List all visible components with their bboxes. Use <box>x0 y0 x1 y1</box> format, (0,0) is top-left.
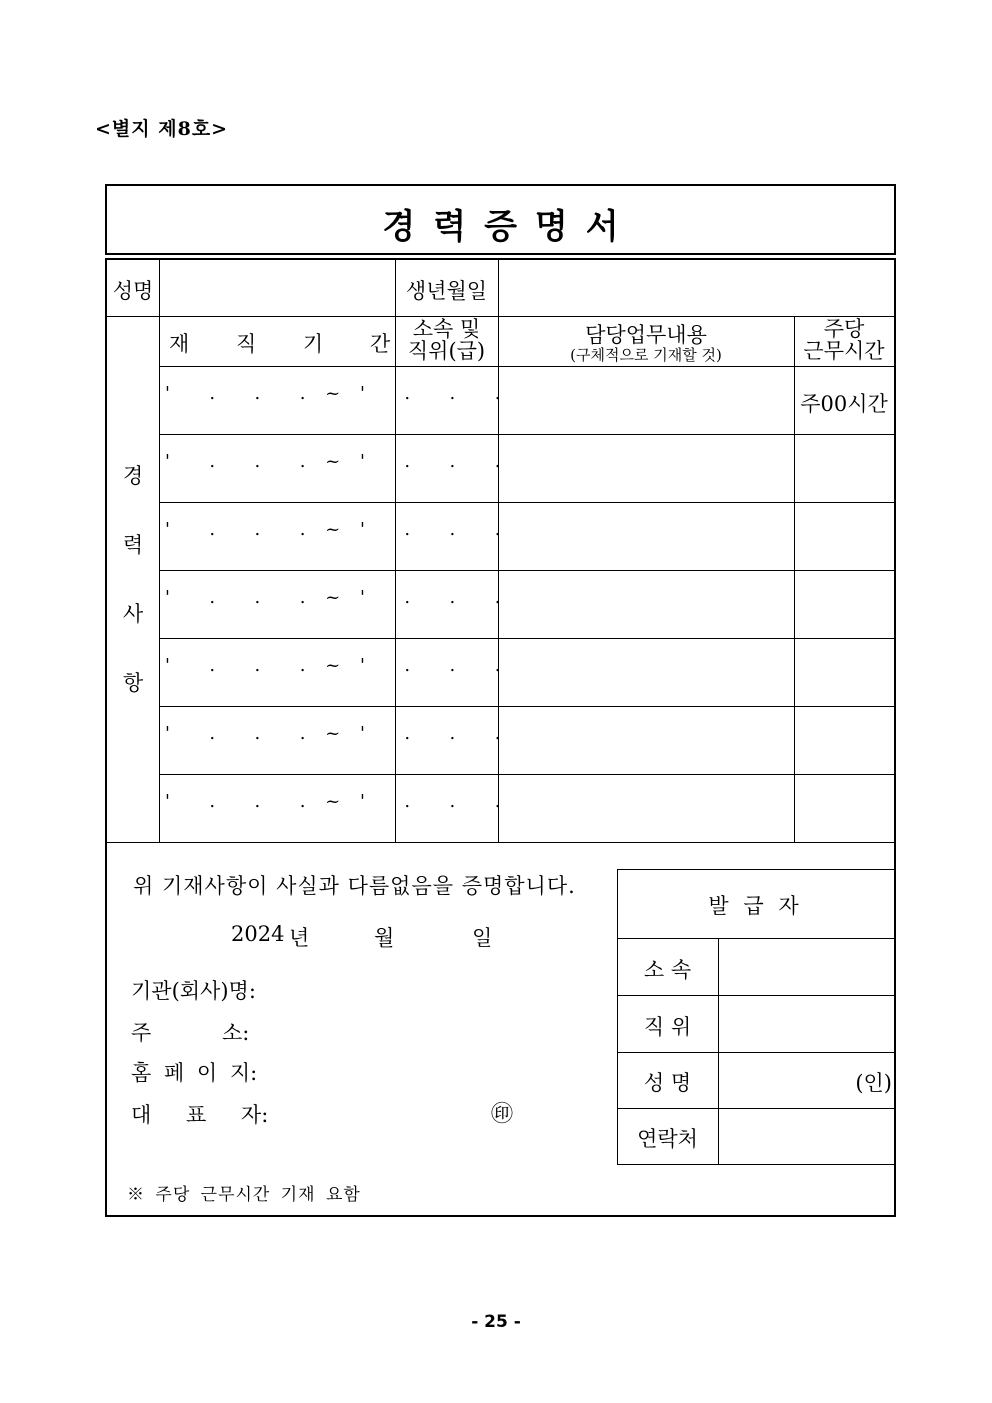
issuer-position-label: 직 위 <box>643 1015 692 1039</box>
year-unit: 년 <box>289 926 310 950</box>
issuer-contact-label: 연락처 <box>637 1127 698 1151</box>
period-cell[interactable]: ' . . . ~ ' . . . <box>165 383 501 404</box>
career-label-2: 력 <box>122 533 144 557</box>
issuer-box <box>617 869 894 1165</box>
period-cell[interactable]: ' . . . ~ ' . . . <box>165 587 501 608</box>
issuer-name-label: 성 명 <box>643 1071 692 1095</box>
period-cell[interactable]: ' . . . ~ ' . . . <box>165 723 501 744</box>
month-unit: 월 <box>374 926 395 950</box>
address-label: 주 소: <box>131 1021 250 1045</box>
issuer-affiliation-label: 소 속 <box>643 958 692 982</box>
issuer-seal-text: (인) <box>855 1071 892 1095</box>
period-header: 재 직 기 간 <box>169 332 393 356</box>
name-field[interactable] <box>160 260 395 316</box>
hours-header-line2: 근무시간 <box>803 339 885 363</box>
period-cell[interactable]: ' . . . ~ ' . . . <box>165 791 501 812</box>
representative-label: 대 표 자: <box>131 1103 269 1127</box>
seal-mark: ㊞ <box>491 1102 514 1127</box>
annex-label: <별지 제8호> <box>95 118 229 140</box>
birth-date-field[interactable] <box>499 260 894 316</box>
document-title: 경력증명서 <box>382 207 637 247</box>
page-number: - 25 - <box>471 1312 521 1332</box>
career-form-table <box>105 258 896 1217</box>
period-cell[interactable]: ' . . . ~ ' . . . <box>165 655 501 676</box>
issue-year: 2024 <box>231 922 285 946</box>
career-label-1: 경 <box>122 464 144 488</box>
hours-cell[interactable]: 주00시간 <box>800 392 888 416</box>
certify-statement: 위 기재사항이 사실과 다름없음을 증명합니다. <box>133 874 576 898</box>
duties-header: 담당업무내용 <box>585 323 707 347</box>
career-label-4: 항 <box>122 671 144 695</box>
hours-header-line1: 주당 <box>823 317 865 341</box>
career-label-3: 사 <box>122 602 144 626</box>
period-cell[interactable]: ' . . . ~ ' . . . <box>165 451 501 472</box>
title-box <box>105 184 896 255</box>
affiliation-header-line2: 직위(급) <box>407 339 486 363</box>
birth-date-label: 생년월일 <box>405 279 488 303</box>
homepage-label: 홈 페 이 지: <box>131 1061 258 1085</box>
name-label: 성명 <box>112 279 154 303</box>
issuer-title: 발 급 자 <box>708 894 803 918</box>
org-name-label: 기관(회사)명: <box>131 979 256 1003</box>
affiliation-header-line1: 소속 및 <box>412 317 481 341</box>
period-cell[interactable]: ' . . . ~ ' . . . <box>165 519 501 540</box>
day-unit: 일 <box>472 926 493 950</box>
duties-header-note: (구체적으로 기재할 것) <box>570 346 722 364</box>
footnote: ※ 주당 근무시간 기재 요함 <box>127 1185 361 1205</box>
